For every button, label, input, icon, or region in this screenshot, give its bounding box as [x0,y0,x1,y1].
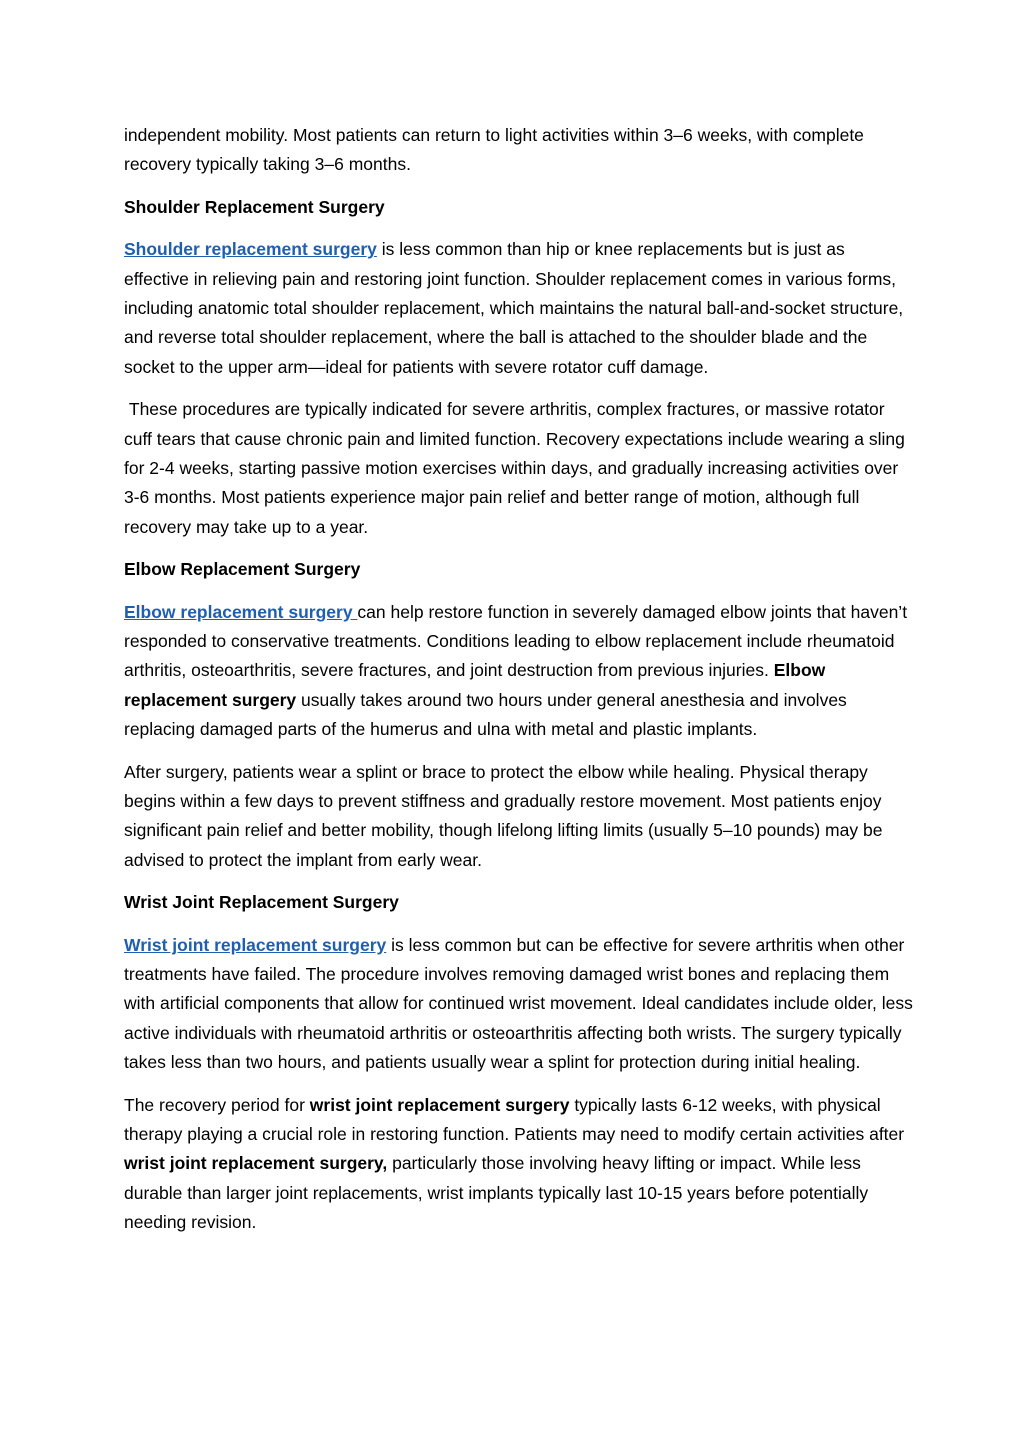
intro-paragraph: independent mobility. Most patients can return to light activities within 3–6 weeks, with complete recovery typically taking 3–6 months. [124,125,864,175]
elbow-paragraph-1-text: can help restore function in severely damaged elbow joints that haven’t responded to conservative treatments. Conditions leading to elbow replacement include rheumatoid arthritis, osteoarthritis, severe fractures, and joint destruction from previous injuries. [124,601,908,681]
shoulder-replacement-link[interactable]: Shoulder replacement surgery [124,239,377,260]
wrist-replacement-link[interactable]: Wrist joint replacement surgery [124,934,387,955]
elbow-paragraph-1 [124,598,914,744]
document-page [124,121,914,1251]
wrist-heading: Wrist Joint Replacement Surgery [124,892,399,913]
wrist-paragraph-1 [124,931,914,1077]
shoulder-paragraph-2: These procedures are typically indicated for severe arthritis, complex fractures, or massive rotator cuff tears that cause chronic pain and limited function. Recovery expectations include wearing a sling for 2-4 weeks, starting passive motion exercises within days, and gradually increasing activities over 3-6 months. Most patients experience major pain relief and better range of motion, although full recovery may take up to a year. [124,399,910,537]
wrist-paragraph-2-end: particularly those involving heavy lifting or impact. While less durable than larger joint replacements, wrist implants typically last 10-15 years before potentially needing revision. [124,1153,869,1232]
elbow-bold-term: Elbow replacement surgery [124,660,826,710]
wrist-paragraph-2 [124,1091,914,1237]
wrist-paragraph-1-text: is less common but can be effective for severe arthritis when other treatments have failed. The procedure involves removing damaged wrist bones and replacing them with artificial components that allow for continued wrist movement. Ideal candidates include older, less active individuals with rheumatoid arthritis or osteoarthritis affecting both wrists. The surgery typically takes less than two hours, and patients usually wear a splint for protection during initial healing. [124,934,913,1072]
wrist-paragraph-2-middle: typically lasts 6-12 weeks, with physical therapy playing a crucial role in restoring function. Patients may need to modify certain activities after [124,1094,905,1144]
wrist-paragraph-2-start: The recovery period for [124,1094,310,1115]
elbow-paragraph-2: After surgery, patients wear a splint or brace to protect the elbow while healing. Physical therapy begins within a few days to prevent stiffness and gradually restore movement. Most patients enjoy significant pain relief and better mobility, though lifelong lifting limits (usually 5–10 pounds) may be advised to protect the implant from early wear. [124,761,883,870]
elbow-heading: Elbow Replacement Surgery [124,559,361,580]
shoulder-paragraph-1 [124,235,914,381]
shoulder-paragraph-1-text: is less common than hip or knee replacements but is just as effective in relieving pain and restoring joint function. Shoulder replacement comes in various forms, including anatomic total shoulder replacement, which maintains the natural ball-and-socket structure, and reverse total shoulder replacement, where the ball is attached to the shoulder blade and the socket to the upper arm—ideal for patients with severe rotator cuff damage. [124,239,904,377]
wrist-bold-term-1: wrist joint replacement surgery [309,1094,570,1115]
elbow-paragraph-1-end: usually takes around two hours under general anesthesia and involves replacing damaged parts of the humerus and ulna with metal and plastic implants. [124,689,847,739]
shoulder-heading: Shoulder Replacement Surgery [124,197,385,218]
wrist-bold-term-2: wrist joint replacement surgery, [124,1153,388,1174]
elbow-replacement-link[interactable]: Elbow replacement surgery [124,601,358,622]
